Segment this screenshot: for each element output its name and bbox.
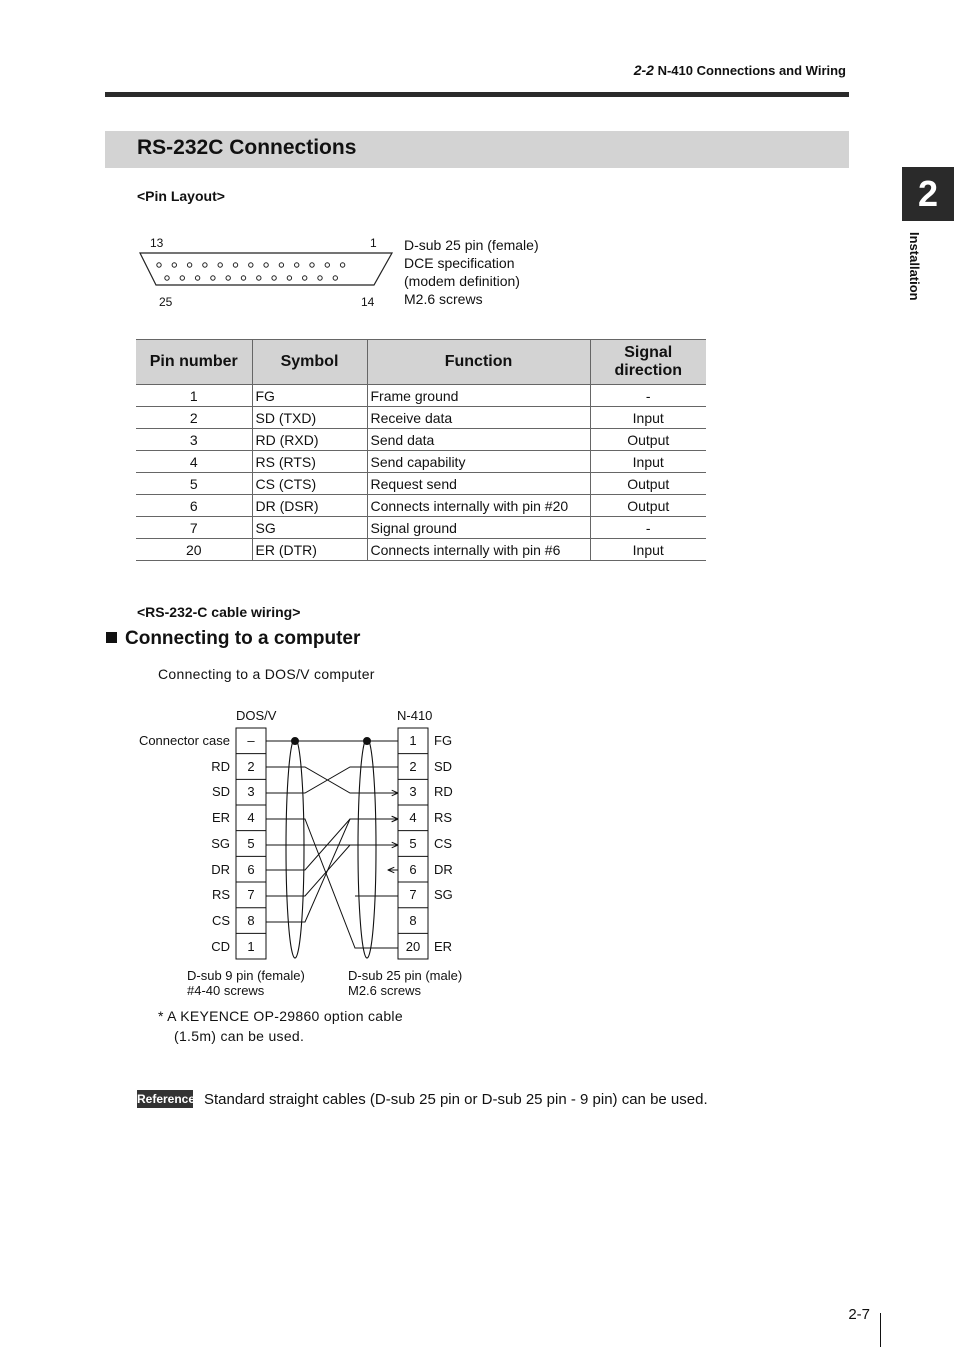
connector-desc-line: D-sub 25 pin (female)	[404, 237, 539, 253]
left-pin-number: 5	[247, 835, 255, 851]
right-pin-number: 1	[409, 733, 417, 748]
wire-rd-sd	[266, 767, 398, 793]
cell-signal-direction: Output	[590, 429, 706, 451]
cell-symbol: FG	[252, 385, 367, 407]
right-connector-spec-line: D-sub 25 pin (male)	[348, 968, 463, 983]
cell-pin-number: 5	[136, 473, 252, 495]
wiring-heading: <RS-232-C cable wiring>	[137, 604, 301, 620]
header-section-number: 2-2	[633, 62, 654, 78]
section-title: RS-232C Connections	[137, 136, 357, 159]
left-shield-oval	[286, 738, 304, 958]
right-pin-number: 2	[409, 758, 417, 774]
header-pin-number: Pin number	[136, 340, 252, 385]
cable-footnote-line: * A KEYENCE OP-29860 option cable	[158, 1008, 403, 1024]
right-signal-label: ER	[434, 938, 453, 954]
cell-symbol: RS (RTS)	[252, 451, 367, 473]
header-section-title: N-410 Connections and Wiring	[657, 63, 846, 78]
left-pin-number: –	[247, 733, 255, 748]
left-pin-number: 4	[247, 810, 255, 826]
connecting-heading-text: Connecting to a computer	[125, 628, 361, 649]
left-pin-number: 6	[247, 861, 255, 877]
right-connector-spec-line: M2.6 screws	[348, 983, 421, 998]
left-signal-label: RD	[211, 758, 230, 774]
right-pin-number: 4	[409, 810, 417, 826]
cell-pin-number: 4	[136, 451, 252, 473]
connector-desc-line: DCE specification	[404, 255, 515, 271]
right-connector-title: N-410	[397, 708, 433, 723]
cable-footnote	[158, 1006, 403, 1046]
cell-symbol: RD (RXD)	[252, 429, 367, 451]
right-signal-label: RS	[434, 810, 453, 826]
wire-sd-rd	[266, 767, 398, 793]
left-signal-label: DR	[211, 861, 230, 877]
cell-signal-direction: -	[590, 385, 706, 407]
page-number-rule	[880, 1313, 881, 1347]
left-signal-label: RS	[211, 887, 230, 903]
header-symbol: Symbol	[252, 340, 367, 385]
left-pin-number: 1	[247, 938, 255, 954]
page-number: 2-7	[848, 1306, 870, 1323]
cell-signal-direction: -	[590, 517, 706, 539]
cell-function: Frame ground	[367, 385, 590, 407]
cell-function: Send capability	[367, 451, 590, 473]
junction-left	[292, 738, 299, 745]
cell-signal-direction: Input	[590, 539, 706, 561]
wiring-intro: Connecting to a DOS/V computer	[158, 666, 375, 682]
cell-symbol: SG	[252, 517, 367, 539]
cell-function: Signal ground	[367, 517, 590, 539]
left-pin-number: 7	[247, 887, 255, 903]
cell-function: Connects internally with pin #20	[367, 495, 590, 517]
cable-footnote-line: (1.5m) can be used.	[174, 1028, 305, 1044]
left-connector-spec-line: D-sub 9 pin (female)	[187, 968, 305, 983]
right-pin-number: 3	[409, 784, 417, 800]
cell-function: Receive data	[367, 407, 590, 429]
cell-function: Request send	[367, 473, 590, 495]
right-pin-number: 5	[409, 835, 417, 851]
left-pin-number: 8	[247, 912, 255, 928]
cell-symbol: CS (CTS)	[252, 473, 367, 495]
pin-label-1: 1	[370, 236, 377, 250]
right-signal-label: CS	[434, 835, 453, 851]
cell-pin-number: 20	[136, 539, 252, 561]
pin-label-25: 25	[159, 295, 173, 309]
left-signal-label: SD	[211, 784, 230, 800]
cell-signal-direction: Input	[590, 451, 706, 473]
cell-signal-direction: Output	[590, 473, 706, 495]
right-pin-number: 6	[409, 861, 417, 877]
right-signal-label: DR	[434, 861, 453, 877]
cell-function: Send data	[367, 429, 590, 451]
left-signal-label: CD	[211, 938, 230, 954]
left-pin-number: 3	[247, 784, 255, 800]
cell-pin-number: 1	[136, 385, 252, 407]
left-connector-title: DOS/V	[236, 708, 277, 723]
left-signal-label: Connector case	[138, 733, 230, 748]
pin-layout-heading: <Pin Layout>	[137, 188, 225, 204]
cell-symbol: SD (TXD)	[252, 407, 367, 429]
cell-pin-number: 2	[136, 407, 252, 429]
pin-label-13: 13	[150, 236, 164, 250]
cell-signal-direction: Input	[590, 407, 706, 429]
cell-function: Connects internally with pin #6	[367, 539, 590, 561]
cell-pin-number: 7	[136, 517, 252, 539]
right-pin-number: 8	[409, 912, 417, 928]
right-signal-label: FG	[434, 733, 453, 748]
left-signal-label: ER	[211, 810, 230, 826]
header-function: Function	[367, 340, 590, 385]
cell-pin-number: 3	[136, 429, 252, 451]
right-signal-label: RD	[434, 784, 453, 800]
cell-symbol: DR (DSR)	[252, 495, 367, 517]
left-connector-spec-line: #4-40 screws	[187, 983, 265, 998]
header-signal-direction: Signal direction	[590, 340, 706, 385]
junction-right	[364, 738, 371, 745]
left-signal-label: SG	[211, 835, 230, 851]
left-connector-spec	[187, 968, 305, 998]
left-pin-number: 2	[247, 758, 255, 774]
pin-label-14: 14	[361, 295, 375, 309]
right-signal-label: SD	[434, 758, 453, 774]
cell-symbol: ER (DTR)	[252, 539, 367, 561]
cell-signal-direction: Output	[590, 495, 706, 517]
right-pin-number: 7	[409, 887, 417, 903]
reference-badge-icon: Reference	[137, 1092, 196, 1106]
right-connector-spec	[348, 968, 462, 998]
connector-desc-line: M2.6 screws	[404, 291, 483, 307]
right-pin-number: 20	[405, 938, 421, 954]
reference-text: Standard straight cables (D-sub 25 pin or D-sub 25 pin - 9 pin) can be used.	[204, 1091, 708, 1108]
chapter-tab: 2	[902, 167, 954, 221]
cell-pin-number: 6	[136, 495, 252, 517]
chapter-label: Installation	[907, 232, 922, 301]
right-signal-label: SG	[434, 887, 453, 903]
right-shield-oval	[358, 738, 376, 958]
left-signal-label: CS	[211, 912, 230, 928]
connector-desc-line: (modem definition)	[404, 273, 520, 289]
